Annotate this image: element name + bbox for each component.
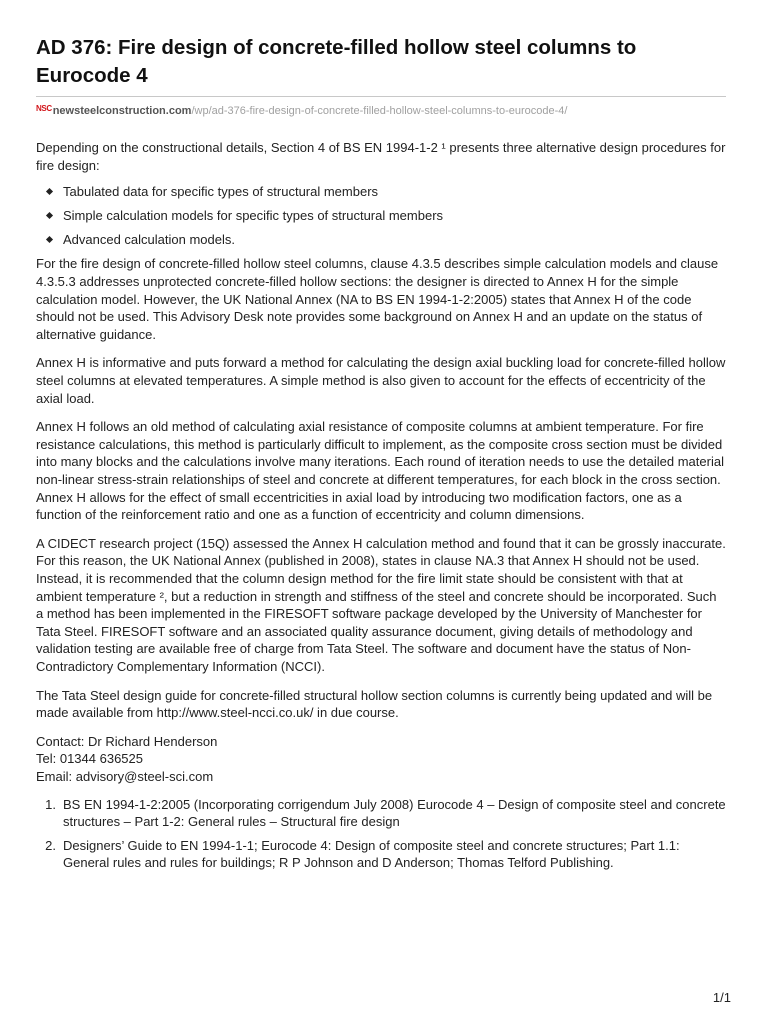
- source-path[interactable]: /wp/ad-376-fire-design-of-concrete-filled-hollow-steel-columns-to-eurocode-4/: [191, 105, 568, 117]
- intro-paragraph: Depending on the constructional details, Section 4 of BS EN 1994-1-2 ¹ presents three alternative design procedures for fire design:: [36, 140, 726, 173]
- paragraph-recommendation: Instead, it is recommended that the column design method for the fire limit state should be consistent with that at ambient temperature ², but a reduction in strength and stiffness of the steel and concrete should be incorporated. Such a method has been implemented in the FIRESOFT software package developed by the University of Manchester for Tata Steel. FIRESOFT software and an associated quality assurance document, giving details of methodology and validation testing are available free of charge from Tata Steel. The software and document have the status of Non-Contradictory Complementary Information (NCCI).: [36, 570, 717, 674]
- bullet-icon: [46, 212, 53, 219]
- list-item: [36, 183, 726, 201]
- reference-item: [36, 837, 726, 872]
- bullet-icon: [46, 188, 53, 195]
- contact-email[interactable]: Email: advisory@steel-sci.com: [36, 768, 214, 784]
- document-page: [36, 34, 726, 878]
- list-item: [36, 231, 726, 249]
- contact-tel: Tel: 01344 636525: [36, 751, 143, 767]
- list-item-text: Advanced calculation models.: [63, 232, 235, 248]
- reference-number: 1.: [45, 796, 56, 812]
- reference-number: 2.: [45, 837, 56, 853]
- paragraph-annex-h-eccentricity: Annex H allows for the effect of small eccentricities in axial load by introducing two modification factors, one as a function of the reinforcement ratio and one as a function of eccentricity and column dimensions.: [36, 489, 682, 523]
- source-url[interactable]: [36, 96, 726, 118]
- page-number: 1/1: [712, 990, 731, 1005]
- nsc-logo: NSC: [36, 104, 52, 113]
- references-list: [36, 796, 726, 872]
- reference-text: BS EN 1994-1-2:2005 (Incorporating corrigendum July 2008) Eurocode 4 – Design of composite steel and concrete structures – Part 1-2: General rules – Structural fire design: [63, 796, 726, 830]
- paragraph-clause: For the fire design of concrete-filled hollow steel columns, clause 4.3.5 describes simple calculation models and clause 4.3.5.3 addresses unprotected concrete-filled hollow sections: the designer is directed to Annex H for the simple calculation model. However, the UK National Annex (NA to BS EN 1994-1-2:2005) states that Annex H of the code should not be used. This Advisory Desk note provides some background on Annex H and an update on the status of alternative guidance.: [36, 256, 719, 342]
- list-item: [36, 207, 726, 225]
- source-domain[interactable]: newsteelconstruction.com: [52, 105, 192, 117]
- contact-block: [36, 733, 726, 786]
- page-title: AD 376: Fire design of concrete-filled hollow steel columns to Eurocode 4: [36, 36, 637, 87]
- procedure-list: [36, 183, 726, 249]
- contact-name: Contact: Dr Richard Henderson: [36, 733, 218, 749]
- list-item-text: Simple calculation models for specific types of structural members: [63, 208, 444, 224]
- bullet-icon: [46, 236, 53, 243]
- paragraph-annex-h-method: Annex H follows an old method of calculating axial resistance of composite columns at ambient temperature. For fire resistance calculations, this method is particularly difficult to implement, as the composite cross section must be divided into many blocks and the calculations involve many iterations. Each round of iteration needs to use the detailed material non-linear stress-strain relationships of steel and concrete at different temperatures, for each block in the cross section.: [36, 419, 724, 487]
- reference-item: [36, 796, 726, 831]
- list-item-text: Tabulated data for specific types of structural members: [63, 184, 379, 200]
- paragraph-cidect: A CIDECT research project (15Q) assessed the Annex H calculation method and found that it can be grossly inaccurate. For this reason, the UK National Annex (published in 2008), states in clause NA.3 that Annex H should not be used.: [36, 535, 726, 569]
- paragraph-annex-h-intro: Annex H is informative and puts forward a method for calculating the design axial buckling load for concrete-filled hollow steel columns at elevated temperatures. A simple method is also given to account for the effects of eccentricity of the axial load.: [36, 355, 726, 406]
- reference-text: Designers’ Guide to EN 1994-1-1; Eurocode 4: Design of composite steel and concrete structures; Part 1.1: General rules and rules for buildings; R P Johnson and D Anderson; Thomas Telford Publishing.: [63, 837, 680, 871]
- paragraph-design-guide: The Tata Steel design guide for concrete-filled structural hollow section columns is currently being updated and will be made available from http://www.steel-ncci.co.uk/ in due course.: [36, 687, 713, 721]
